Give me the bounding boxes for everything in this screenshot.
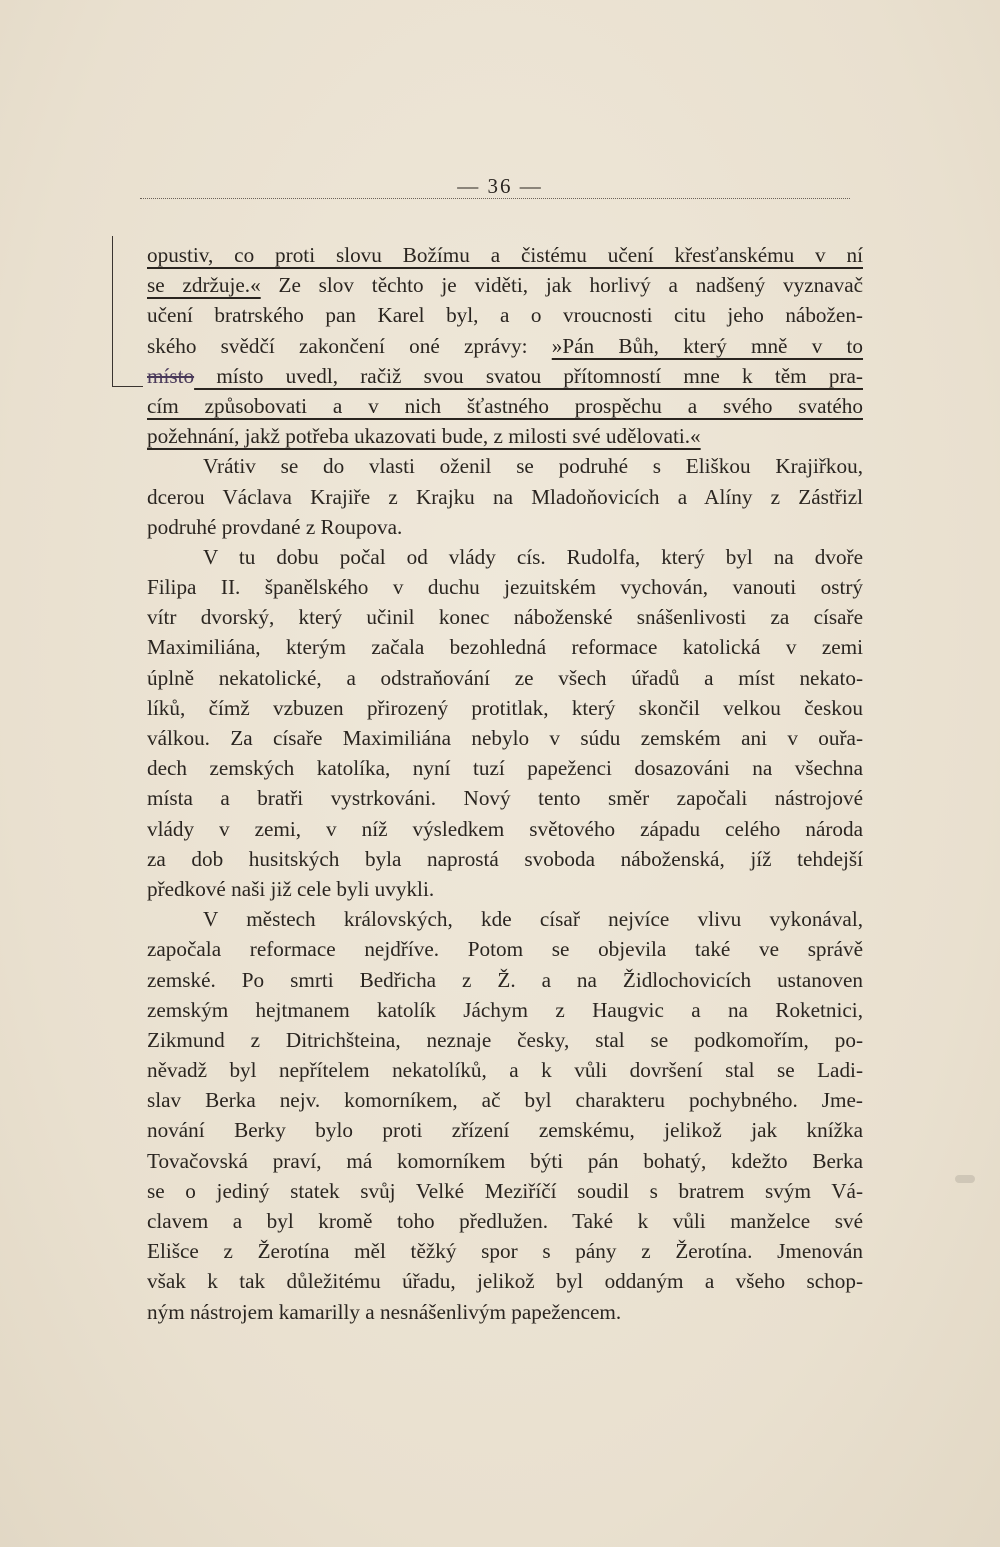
text-segment: Elišce z Žerotína měl těžký spor s pány z Žerotína. Jmenován xyxy=(147,1239,863,1264)
text-line xyxy=(147,1115,863,1145)
text-line xyxy=(147,451,863,481)
text-line xyxy=(147,361,863,391)
text-segment: zemským hejtmanem katolík Jáchym z Haugvic a na Roketnici, xyxy=(147,997,863,1022)
text-line xyxy=(147,995,863,1025)
text-line xyxy=(147,1146,863,1176)
text-line xyxy=(147,572,863,602)
text-line xyxy=(147,270,863,300)
text-segment: se zdržuje.« xyxy=(147,273,261,298)
text-segment: započala reformace nejdříve. Potom se objevila také ve správě xyxy=(147,937,863,962)
text-segment: válkou. Za císaře Maximiliána nebylo v súdu zemském ani v ouřa- xyxy=(147,726,863,750)
text-line xyxy=(147,874,863,904)
text-line xyxy=(147,965,863,995)
text-segment: místo uvedl, račiž svou svatou přítomností mne k těm pra- xyxy=(194,363,863,388)
text-segment: »Pán Bůh, který mně v to xyxy=(551,333,864,358)
text-segment: nování Berky bylo proti zřízení zemskému, jelikož jak knížka xyxy=(147,1118,863,1143)
text-segment: dcerou Václava Krajiře z Krajku na Mladoňovicích a Alíny z Zástřizl xyxy=(147,484,863,509)
text-segment: se o jediný statek svůj Velké Meziříčí soudil s bratrem svým Vá- xyxy=(147,1178,863,1203)
text-line xyxy=(147,421,863,451)
text-segment: požehnání, jakž potřeba ukazovati bude, z milosti své udělovati.« xyxy=(147,424,701,449)
text-line xyxy=(147,602,863,632)
text-line xyxy=(147,482,863,512)
text-line xyxy=(147,632,863,662)
text-line xyxy=(147,331,863,361)
text-line xyxy=(147,844,863,874)
text-segment: líků, čímž vzbuzen přirozený protitlak, který skončil velkou českou xyxy=(147,695,863,720)
text-line xyxy=(147,934,863,964)
text-line xyxy=(147,300,863,330)
ink-smudge xyxy=(955,1175,975,1183)
text-segment: Filipa II. španělského v duchu jezuitském vychován, vanouti ostrý xyxy=(147,575,863,600)
text-line xyxy=(147,1266,863,1296)
text-line xyxy=(147,391,863,421)
text-segment: V tu dobu počal od vlády cís. Rudolfa, který byl na dvoře xyxy=(203,544,863,569)
text-line xyxy=(147,1025,863,1055)
body-text xyxy=(147,240,863,1327)
struck-text: místo xyxy=(147,363,195,388)
text-segment: Ze slov těchto je viděti, jak horlivý a nadšený vyznavač xyxy=(260,273,863,298)
text-line xyxy=(147,1297,863,1327)
header-rule xyxy=(140,198,850,199)
text-line xyxy=(147,1055,863,1085)
text-segment: cím způsobovati a v nich šťastného prospěchu a svého svatého xyxy=(147,393,863,418)
text-line xyxy=(147,693,863,723)
margin-bracket-mark xyxy=(112,236,143,387)
text-segment: dech zemských katolíka, nyní tuzí papeženci dosazováni na všechna xyxy=(147,756,863,781)
text-line xyxy=(147,904,863,934)
text-line xyxy=(147,663,863,693)
text-line xyxy=(147,240,863,270)
text-segment: clavem a byl kromě toho předlužen. Také k vůli manželce své xyxy=(147,1209,863,1233)
text-segment: Tovačovská praví, má komorníkem býti pán bohatý, kdežto Berka xyxy=(147,1148,863,1173)
text-segment: Zikmund z Ditrichšteina, neznaje česky, stal se podkomořím, po- xyxy=(147,1027,863,1052)
text-line xyxy=(147,814,863,844)
text-segment: podruhé provdané z Roupova. xyxy=(147,514,403,539)
text-segment: vítr dvorský, který učinil konec náboženské snášenlivosti za císaře xyxy=(147,605,863,630)
text-line xyxy=(147,1176,863,1206)
text-line xyxy=(147,1236,863,1266)
text-segment: předkové naši již cele byli uvykli. xyxy=(147,876,435,901)
text-segment: ným nástrojem kamarilly a nesnášenlivým papežencem. xyxy=(147,1299,622,1324)
text-segment: Vrátiv se do vlasti oženil se podruhé s Eliškou Krajiřkou, xyxy=(203,454,863,479)
text-line xyxy=(147,783,863,813)
text-line xyxy=(147,542,863,572)
text-segment: místa a bratři vystrkováni. Nový tento směr započali nástrojové xyxy=(147,786,863,811)
page-number: — 36 — xyxy=(457,174,543,198)
text-segment: opustiv, co proti slovu Božímu a čistému učení křesťanskému v ní xyxy=(147,243,863,267)
text-segment: úplně nekatolické, a odstraňování ze všech úřadů a míst nekato- xyxy=(147,665,863,690)
text-segment: slav Berka nejv. komorníkem, ač byl charakteru pochybného. Jme- xyxy=(147,1088,863,1113)
text-segment: V městech královských, kde císař nejvíce vlivu vykonával, xyxy=(203,907,863,932)
text-line xyxy=(147,753,863,783)
text-line xyxy=(147,723,863,753)
text-segment: ského svědčí zakončení oné zprávy: xyxy=(147,333,552,358)
text-segment: něvadž byl nepřítelem nekatolíků, a k vůli dovršení stal se Ladi- xyxy=(147,1058,863,1083)
text-segment: učení bratrského pan Karel byl, a o vroucnosti citu jeho nábožen- xyxy=(147,303,863,328)
text-segment: vlády v zemi, v níž výsledkem světového západu celého národa xyxy=(147,816,863,841)
text-segment: zemské. Po smrti Bedřicha z Ž. a na Židlochovicích ustanoven xyxy=(147,967,863,992)
text-segment: Maximiliána, kterým začala bezohledná reformace katolická v zemi xyxy=(147,635,863,660)
text-line xyxy=(147,1206,863,1236)
text-segment: za dob husitských byla naprostá svoboda náboženská, jíž tehdejší xyxy=(147,846,863,871)
text-line xyxy=(147,512,863,542)
text-line xyxy=(147,1085,863,1115)
text-segment: však k tak důležitému úřadu, jelikož byl oddaným a všeho schop- xyxy=(147,1269,863,1294)
